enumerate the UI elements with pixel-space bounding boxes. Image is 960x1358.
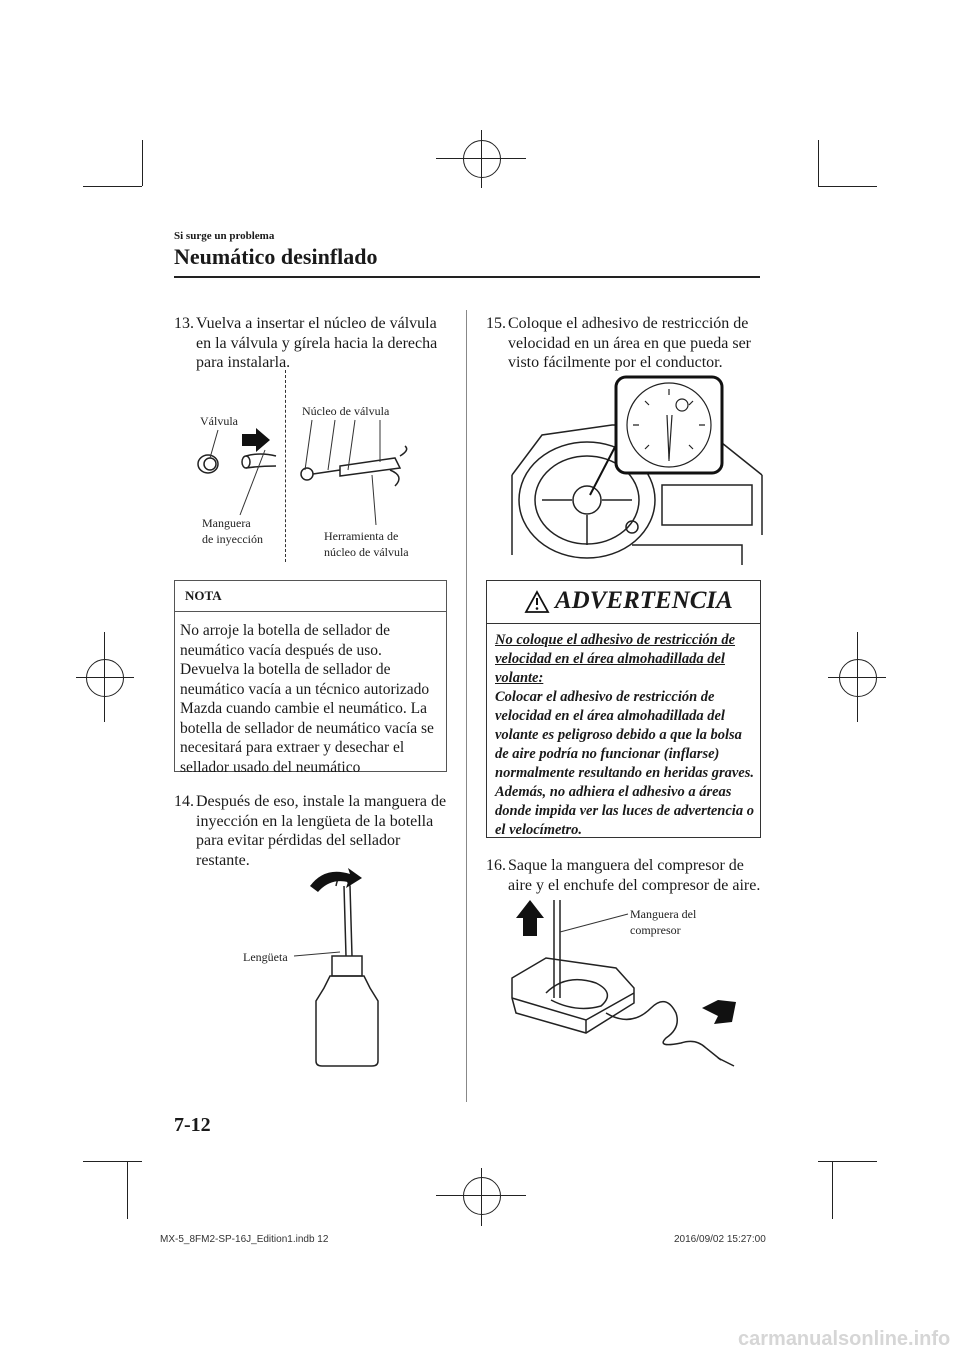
page-number: 7-12 (174, 1114, 211, 1136)
label-compresor-1: Manguera del (630, 907, 697, 921)
label-manguera-1: Manguera (202, 516, 251, 530)
bottle-drawing (300, 866, 390, 1076)
step-13-number: 13. (174, 315, 194, 332)
label-manguera-2: de inyección (202, 532, 263, 546)
note-box (174, 580, 447, 776)
step-16 (486, 856, 761, 895)
dashboard-drawing (512, 375, 768, 565)
step-14-number: 14. (174, 793, 194, 810)
warning-underlined-text: No coloque el adhesivo de restricción de velocidad en el área almohadillada del volante: (495, 632, 736, 686)
label-lengueta: Lengüeta (243, 950, 288, 964)
step-13 (174, 314, 449, 373)
step-15-text: Coloque el adhesivo de restricción de velocidad en un área en que pueda ser visto fácilmente por el conductor. (508, 315, 751, 371)
warning-text (495, 631, 755, 840)
label-compresor-2: compresor (630, 923, 681, 937)
label-nucleo: Núcleo de válvula (302, 404, 390, 418)
step-15 (486, 314, 761, 373)
footer-file: MX-5_8FM2-SP-16J_Edition1.indb 12 (160, 1234, 329, 1245)
section-label: Si surge un problema (174, 230, 275, 242)
bottle-leader-line (294, 950, 344, 962)
label-herramienta-1: Herramienta de (324, 529, 399, 543)
note-title: NOTA (185, 588, 222, 603)
warning-box (486, 580, 761, 838)
note-header (175, 581, 446, 612)
note-text: No arroje la botella de sellador de neumático vacía después de uso. Devuelva la botella de sellador de neumático vacía a un técnico autorizado Mazda cuando cambie el neumático. La botella de sellador de neumático vacía se necesitará para extraer y desechar el sellador usado del neumático (180, 622, 434, 776)
step-15-number: 15. (486, 315, 506, 332)
title-divider (174, 276, 760, 278)
step-16-text: Saque la manguera del compresor de aire y el enchufe del compresor de aire. (508, 857, 761, 894)
label-valvula: Válvula (200, 414, 238, 428)
column-divider (466, 310, 467, 1102)
page-title: Neumático desinflado (174, 244, 378, 269)
label-herramienta-2: núcleo de válvula (324, 545, 409, 559)
warning-header (487, 581, 760, 624)
watermark: carmanualsonline.info (738, 1328, 951, 1350)
warning-body-text: Colocar el adhesivo de restricción de velocidad en el área almohadillada del volante es peligroso debido a que la bolsa de aire podría no funcionar (inflarse) normalmente resultando en heridas graves. Además, no adhiera el adhesivo a áreas donde impida ver las luces de advertencia o el velocímetro. (495, 689, 755, 838)
footer-date: 2016/09/02 15:27:00 (674, 1234, 766, 1245)
warning-triangle-icon (525, 591, 549, 613)
step-13-text: Vuelva a insertar el núcleo de válvula en la válvula y gírela hacia la derecha para instalarla. (196, 315, 438, 371)
step-14-text: Después de eso, instale la manguera de inyección en la lengüeta de la botella para evitar pérdidas del sellador restante. (196, 793, 447, 869)
compressor-leader-line (558, 912, 630, 936)
step-16-number: 16. (486, 857, 506, 874)
warning-title: ADVERTENCIA (555, 587, 733, 614)
step-14 (174, 792, 449, 870)
